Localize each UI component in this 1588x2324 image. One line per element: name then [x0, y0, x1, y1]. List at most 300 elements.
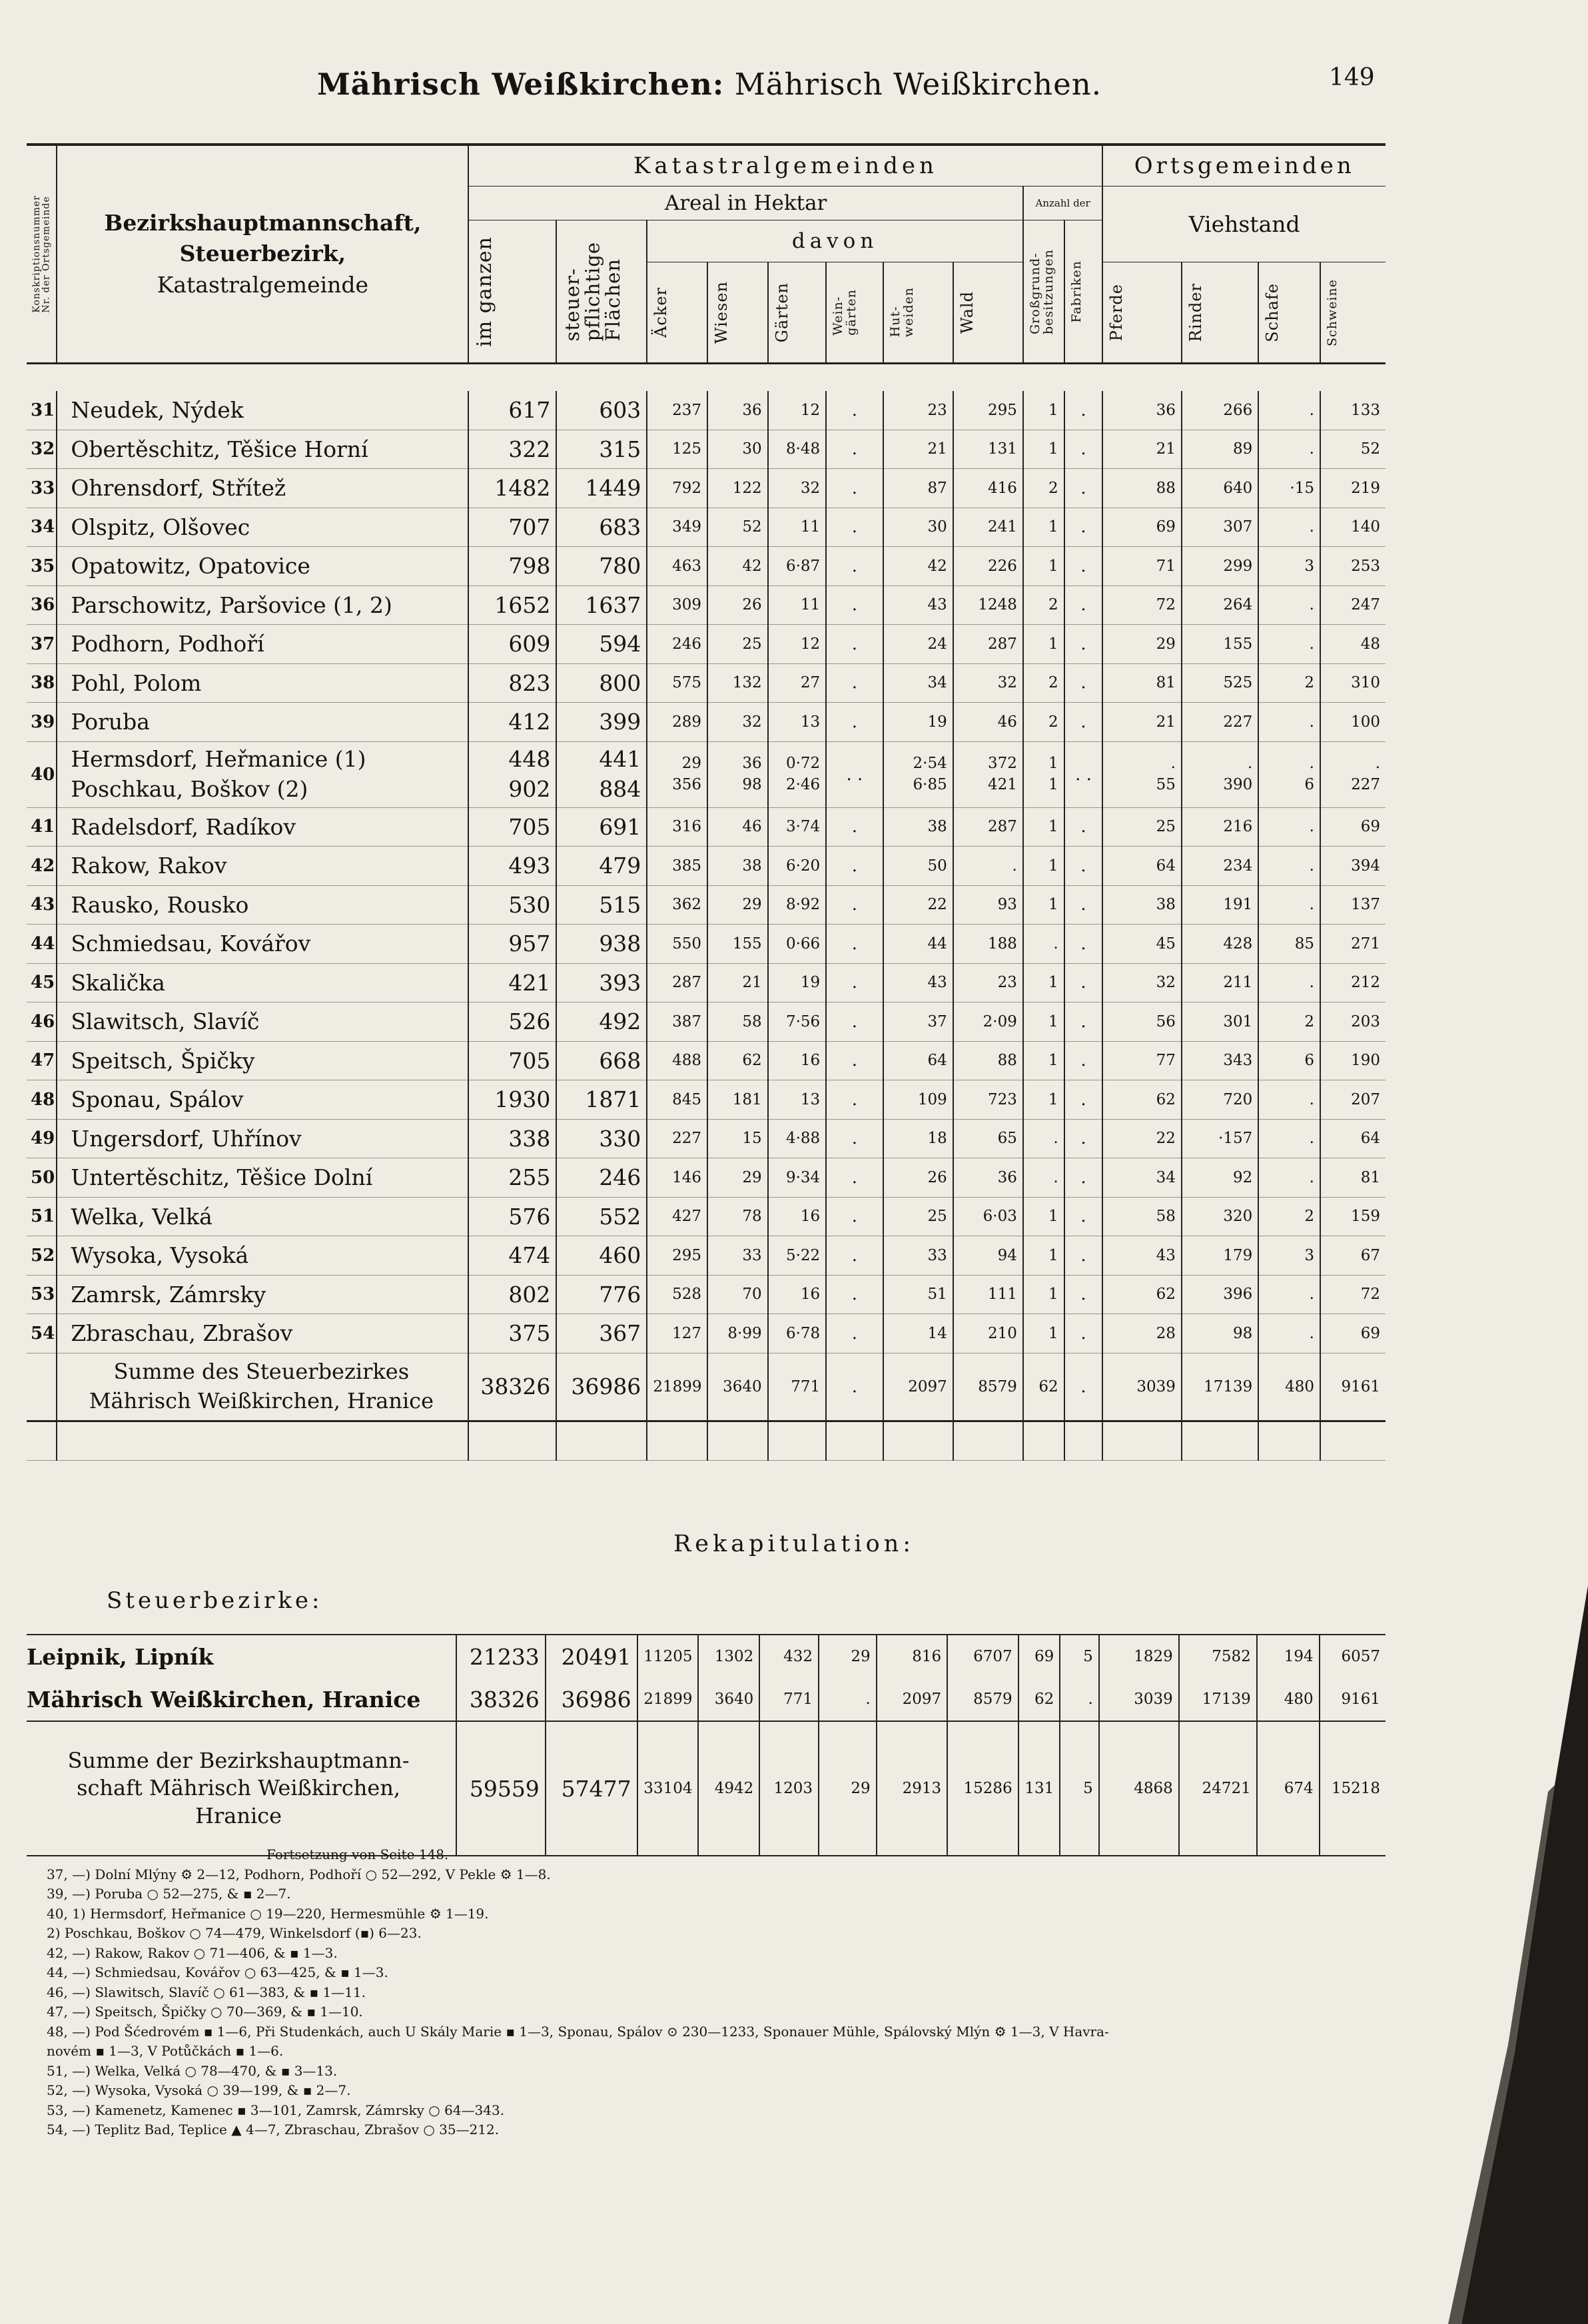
cell-wald: 111: [953, 1275, 1023, 1314]
cell-name: Zamrsk, Zámrsky: [57, 1275, 468, 1314]
cell-ganzen: 530: [468, 885, 556, 925]
cell-schafe: .: [1258, 430, 1320, 469]
cell-hut: 43: [883, 963, 953, 1002]
cell-schweine: 67: [1320, 1236, 1386, 1276]
cell-hut: 22: [883, 885, 953, 925]
cell-rinder: 301: [1182, 1002, 1258, 1042]
table-row: [27, 430, 1386, 469]
cell-ganzen: 375: [468, 1314, 556, 1354]
cell-steuer: 441 884: [556, 741, 647, 807]
cell-schweine: 190: [1320, 1041, 1386, 1080]
recap-cell-name: Leipnik, Lipník: [27, 1635, 456, 1678]
cell-aecker: 387: [647, 1002, 707, 1042]
recap-cell-fab: 5: [1060, 1635, 1098, 1678]
cell-wein: .: [826, 508, 883, 547]
cell-wiesen: 36 98: [707, 741, 768, 807]
cell-wiesen: 26: [707, 585, 768, 625]
cell-gross: 1 1: [1023, 741, 1064, 807]
recap-subtitle: Steuerbezirke:: [107, 1587, 323, 1614]
cell-gross: 1: [1023, 807, 1064, 847]
cell-nr: 37: [27, 625, 57, 664]
cell-wiesen: 33: [707, 1236, 768, 1276]
cell-gaerten: 8·48: [768, 430, 827, 469]
cell-rinder: . 390: [1182, 741, 1258, 807]
viehstand-header: Viehstand: [1102, 187, 1386, 262]
cell-hut: 23: [883, 391, 953, 430]
cell-nr: 31: [27, 391, 57, 430]
cell-schweine: 212: [1320, 963, 1386, 1002]
katastral-header: Katastralgemeinden: [468, 145, 1102, 187]
summe-gaerten: 771: [768, 1353, 827, 1421]
cell-rinder: 211: [1182, 963, 1258, 1002]
cell-gross: 2: [1023, 663, 1064, 703]
cell-nr: 34: [27, 508, 57, 547]
cell-rinder: 525: [1182, 663, 1258, 703]
cell-fab: .: [1064, 963, 1103, 1002]
cell-hut: 44: [883, 925, 953, 964]
page-title: [0, 67, 1419, 102]
cell-nr: 35: [27, 547, 57, 586]
table-row: [27, 1197, 1386, 1236]
cell-fab: .: [1064, 1158, 1103, 1198]
cell-aecker: 125: [647, 430, 707, 469]
recap-title: Rekapitulation:: [673, 1531, 915, 1557]
cell-gaerten: 7·56: [768, 1002, 827, 1042]
cell-wein: .: [826, 1314, 883, 1354]
footnote-line: 51, —) Welka, Velká ○ 78—470, & ▪ 3—13.: [47, 2062, 338, 2079]
cell-schweine: 64: [1320, 1119, 1386, 1158]
cell-nr: 46: [27, 1002, 57, 1042]
cell-wiesen: 38: [707, 847, 768, 886]
cell-gross: 1: [1023, 963, 1064, 1002]
footnote-line: 54, —) Teplitz Bad, Teplice ▲ 4—7, Zbraschau, Zbrašov ○ 35—212.: [47, 2122, 500, 2137]
cell-pferde: 71: [1102, 547, 1181, 586]
cell-rinder: 155: [1182, 625, 1258, 664]
col-gross-header: Großgrund- besitzungen: [1023, 220, 1064, 364]
cell-gross: 2: [1023, 469, 1064, 508]
cell-nr: 36: [27, 585, 57, 625]
cell-hut: 25: [883, 1197, 953, 1236]
cell-ganzen: 474: [468, 1236, 556, 1276]
cell-rinder: 92: [1182, 1158, 1258, 1198]
cell-name: Zbraschau, Zbrašov: [57, 1314, 468, 1354]
cell-schafe: .: [1258, 1119, 1320, 1158]
cell-gaerten: 16: [768, 1041, 827, 1080]
cell-wiesen: 70: [707, 1275, 768, 1314]
cell-pferde: 43: [1102, 1236, 1181, 1276]
cell-wald: 6·03: [953, 1197, 1023, 1236]
cell-steuer: 938: [556, 925, 647, 964]
recap-table: [27, 1595, 1386, 1856]
cell-nr: 47: [27, 1041, 57, 1080]
cell-ganzen: 526: [468, 1002, 556, 1042]
cell-gaerten: 8·92: [768, 885, 827, 925]
cell-wald: 723: [953, 1080, 1023, 1120]
cell-wald: 416: [953, 469, 1023, 508]
cell-fab: .: [1064, 1275, 1103, 1314]
cell-schweine: 69: [1320, 1314, 1386, 1354]
cell-ganzen: 1482: [468, 469, 556, 508]
recap-cell-hut: 2097: [877, 1678, 947, 1721]
cell-hut: 50: [883, 847, 953, 886]
cell-wiesen: 36: [707, 391, 768, 430]
cell-fab: .: [1064, 925, 1103, 964]
cell-hut: 19: [883, 703, 953, 742]
title-district: Mährisch Weißkirchen:: [316, 67, 725, 102]
cell-steuer: 780: [556, 547, 647, 586]
cell-gaerten: 0·66: [768, 925, 827, 964]
cell-name: Olspitz, Olšovec: [57, 508, 468, 547]
cell-pferde: 36: [1102, 391, 1181, 430]
cell-wiesen: 30: [707, 430, 768, 469]
cell-gaerten: 6·87: [768, 547, 827, 586]
table-row: [27, 1002, 1386, 1042]
cell-schafe: .: [1258, 847, 1320, 886]
cell-fab: .: [1064, 508, 1103, 547]
cell-rinder: 191: [1182, 885, 1258, 925]
cell-nr: 39: [27, 703, 57, 742]
cell-steuer: 683: [556, 508, 647, 547]
cell-hut: 2·54 6·85: [883, 741, 953, 807]
cell-aecker: 385: [647, 847, 707, 886]
cell-fab: .: [1064, 1080, 1103, 1120]
cell-nr: 49: [27, 1119, 57, 1158]
cell-wald: 188: [953, 925, 1023, 964]
table-row: [27, 1041, 1386, 1080]
cell-gaerten: 11: [768, 585, 827, 625]
recap-cell-fab: .: [1060, 1678, 1098, 1721]
cell-aecker: 845: [647, 1080, 707, 1120]
cell-fab: .: [1064, 1002, 1103, 1042]
cell-ganzen: 338: [468, 1119, 556, 1158]
cell-wald: 46: [953, 703, 1023, 742]
cell-gaerten: 16: [768, 1197, 827, 1236]
cell-wald: 2·09: [953, 1002, 1023, 1042]
cell-aecker: 316: [647, 807, 707, 847]
table-row: [27, 847, 1386, 886]
cell-steuer: 1871: [556, 1080, 647, 1120]
cell-wein: .: [826, 663, 883, 703]
header-gap: [27, 364, 1386, 392]
col-fab-header: Fabriken: [1064, 220, 1103, 364]
cell-wald: 94: [953, 1236, 1023, 1276]
cell-wald: .: [953, 847, 1023, 886]
cell-schweine: 159: [1320, 1197, 1386, 1236]
cell-steuer: 399: [556, 703, 647, 742]
cell-aecker: 528: [647, 1275, 707, 1314]
cell-schafe: 85: [1258, 925, 1320, 964]
cell-schweine: 203: [1320, 1002, 1386, 1042]
cell-pferde: 58: [1102, 1197, 1181, 1236]
col-schafe-header: Schafe: [1258, 262, 1320, 364]
recap-cell-pferde: 1829: [1099, 1635, 1179, 1678]
cell-name: Poruba: [57, 703, 468, 742]
summe-steuer: 36986: [556, 1353, 647, 1421]
cell-schweine: 219: [1320, 469, 1386, 508]
cell-schweine: 100: [1320, 703, 1386, 742]
cell-name: Untertěschitz, Těšice Dolní: [57, 1158, 468, 1198]
footnote-line: 2) Poschkau, Boškov ○ 74—479, Winkelsdorf (▪) 6—23.: [47, 1925, 422, 1941]
summe-wein: .: [826, 1353, 883, 1421]
summe-gross: 62: [1023, 1353, 1064, 1421]
cell-fab: .: [1064, 703, 1103, 742]
cell-rinder: ·157: [1182, 1119, 1258, 1158]
cell-wiesen: 25: [707, 625, 768, 664]
cell-fab: .: [1064, 1197, 1103, 1236]
cell-pferde: 21: [1102, 430, 1181, 469]
cell-wein: .: [826, 807, 883, 847]
col-gaerten-header: Gärten: [768, 262, 827, 364]
recap-cell-pferde: 3039: [1099, 1678, 1179, 1721]
cell-schafe: 2: [1258, 663, 1320, 703]
cell-gross: 1: [1023, 1275, 1064, 1314]
cell-gross: 1: [1023, 885, 1064, 925]
page-edge-shadow: [1435, 1585, 1588, 2324]
recap-cell-steuer: 36986: [546, 1678, 637, 1721]
cell-gross: 2: [1023, 585, 1064, 625]
cell-wein: .: [826, 585, 883, 625]
cell-wein: .: [826, 703, 883, 742]
cell-fab: .: [1064, 1236, 1103, 1276]
cell-fab: .: [1064, 547, 1103, 586]
cell-wein: .: [826, 391, 883, 430]
cell-wein: .: [826, 1002, 883, 1042]
cell-schweine: 137: [1320, 885, 1386, 925]
cell-wein: . .: [826, 741, 883, 807]
cell-ganzen: 798: [468, 547, 556, 586]
recap-cell-steuer: 20491: [546, 1635, 637, 1678]
cell-ganzen: 322: [468, 430, 556, 469]
col-wiesen-header: Wiesen: [707, 262, 768, 364]
cell-pferde: 72: [1102, 585, 1181, 625]
cell-schafe: . 6: [1258, 741, 1320, 807]
table-row: [27, 1314, 1386, 1354]
cell-pferde: 62: [1102, 1275, 1181, 1314]
cell-gross: 1: [1023, 847, 1064, 886]
cell-hut: 51: [883, 1275, 953, 1314]
cell-gaerten: 0·72 2·46: [768, 741, 827, 807]
recap-cell-wein: .: [819, 1678, 877, 1721]
cell-pferde: . 55: [1102, 741, 1181, 807]
cell-ganzen: 705: [468, 807, 556, 847]
cell-name: Opatowitz, Opatovice: [57, 547, 468, 586]
recap-cell-wiesen: 1302: [698, 1635, 759, 1678]
cell-wiesen: 32: [707, 703, 768, 742]
cell-wald: 226: [953, 547, 1023, 586]
table-row: [27, 703, 1386, 742]
cell-pferde: 34: [1102, 1158, 1181, 1198]
cell-gross: 1: [1023, 508, 1064, 547]
cell-rinder: 320: [1182, 1197, 1258, 1236]
cell-nr: 50: [27, 1158, 57, 1198]
cell-nr: 54: [27, 1314, 57, 1354]
summe-fab: .: [1064, 1353, 1103, 1421]
cell-pferde: 28: [1102, 1314, 1181, 1354]
cell-name: Podhorn, Podhoří: [57, 625, 468, 664]
recap-cell-schweine: 6057: [1341, 1648, 1380, 1665]
cell-schafe: 2: [1258, 1197, 1320, 1236]
cell-wein: .: [826, 963, 883, 1002]
cell-steuer: 367: [556, 1314, 647, 1354]
cell-nr: 41: [27, 807, 57, 847]
cell-ganzen: 576: [468, 1197, 556, 1236]
cell-aecker: 792: [647, 469, 707, 508]
cell-ganzen: 421: [468, 963, 556, 1002]
cell-schafe: .: [1258, 625, 1320, 664]
col-aecker-header: Äcker: [647, 262, 707, 364]
cell-steuer: 552: [556, 1197, 647, 1236]
table-row: [27, 1119, 1386, 1158]
recap-cell-gaerten: 432: [759, 1635, 819, 1678]
cell-fab: .: [1064, 885, 1103, 925]
cell-ganzen: 255: [468, 1158, 556, 1198]
recap-cell-aecker: 11205: [637, 1635, 699, 1678]
summe-wald: 8579: [953, 1353, 1023, 1421]
cell-aecker: 146: [647, 1158, 707, 1198]
cell-wald: 1248: [953, 585, 1023, 625]
recap-total-aecker: 33104: [637, 1721, 699, 1856]
cell-rinder: 227: [1182, 703, 1258, 742]
cell-name: Ungersdorf, Uhřínov: [57, 1119, 468, 1158]
cell-fab: .: [1064, 391, 1103, 430]
table-row: [27, 885, 1386, 925]
cell-steuer: 668: [556, 1041, 647, 1080]
recap-total-row: [27, 1721, 1386, 1856]
cell-gross: 1: [1023, 1314, 1064, 1354]
cell-gross: 1: [1023, 547, 1064, 586]
recap-cell-gross: 69: [1018, 1635, 1060, 1678]
recap-total-schweine: 15218: [1331, 1780, 1380, 1797]
table-row: [27, 469, 1386, 508]
footnote-line: 42, —) Rakow, Rakov ○ 71—406, & ▪ 1—3.: [47, 1944, 338, 1961]
recap-total-pferde: 4868: [1099, 1721, 1179, 1856]
cell-name: Radelsdorf, Radíkov: [57, 807, 468, 847]
recap-cell-schafe: 480: [1257, 1678, 1320, 1721]
recap-total-gaerten: 1203: [759, 1721, 819, 1856]
recap-cell-aecker: 21899: [637, 1678, 699, 1721]
recap-cell-wald: 8579: [947, 1678, 1018, 1721]
cell-wald: 32: [953, 663, 1023, 703]
cell-rinder: 234: [1182, 847, 1258, 886]
cell-gross: .: [1023, 925, 1064, 964]
cell-pferde: 69: [1102, 508, 1181, 547]
cell-fab: .: [1064, 430, 1103, 469]
col-pferde-header: Pferde: [1102, 262, 1181, 364]
cell-hut: 38: [883, 807, 953, 847]
cell-hut: 34: [883, 663, 953, 703]
cell-gross: 1: [1023, 1080, 1064, 1120]
table-row: [27, 1158, 1386, 1198]
cell-wein: .: [826, 1197, 883, 1236]
cell-gross: 1: [1023, 1236, 1064, 1276]
cell-wein: .: [826, 1080, 883, 1120]
cell-schafe: ·15: [1258, 469, 1320, 508]
cell-wiesen: 29: [707, 885, 768, 925]
cell-ganzen: 609: [468, 625, 556, 664]
cell-schafe: 2: [1258, 1002, 1320, 1042]
cell-name: Sponau, Spálov: [57, 1080, 468, 1120]
anzahl-header: Anzahl der: [1023, 187, 1103, 220]
footnote-line: 46, —) Slawitsch, Slavíč ○ 61—383, & ▪ 1—11.: [47, 1984, 366, 2000]
cell-aecker: 575: [647, 663, 707, 703]
footnote-line: 47, —) Speitsch, Špičky ○ 70—369, & ▪ 1—10.: [47, 2004, 363, 2020]
cell-ganzen: 412: [468, 703, 556, 742]
col-rinder-header: Rinder: [1182, 262, 1258, 364]
cell-name: Rakow, Rakov: [57, 847, 468, 886]
recap-total-fab: 5: [1060, 1721, 1098, 1856]
cell-name: Parschowitz, Paršovice (1, 2): [57, 585, 468, 625]
cell-aecker: 362: [647, 885, 707, 925]
recap-total-label: Summe der Bezirkshauptmann- schaft Mährisch Weißkirchen, Hranice: [27, 1721, 456, 1856]
cell-pferde: 77: [1102, 1041, 1181, 1080]
cell-schafe: 3: [1258, 1236, 1320, 1276]
cell-aecker: 295: [647, 1236, 707, 1276]
cell-name: Ohrensdorf, Střítež: [57, 469, 468, 508]
cell-schafe: .: [1258, 1158, 1320, 1198]
cell-wein: .: [826, 625, 883, 664]
cell-gross: .: [1023, 1119, 1064, 1158]
cell-fab: .: [1064, 1314, 1103, 1354]
cell-nr: 43: [27, 885, 57, 925]
recap-cell-rinder: 17139: [1179, 1678, 1257, 1721]
cell-steuer: 460: [556, 1236, 647, 1276]
col-steuer-header: steuer- pflichtige Flächen: [556, 220, 647, 364]
cell-rinder: 216: [1182, 807, 1258, 847]
cell-wiesen: 155: [707, 925, 768, 964]
cell-hut: 30: [883, 508, 953, 547]
recap-total-gross: 131: [1018, 1721, 1060, 1856]
footnote-line: 48, —) Pod Šćedrovém ▪ 1—6, Při Studenkách, auch U Skály Marie ▪ 1—3, Sponau, Spálov ⊙ 230—1233, Sponauer Mühle, Spálovský Mlýn ⚙ 1—3, V Havra-: [47, 2023, 1109, 2040]
cell-ganzen: 1930: [468, 1080, 556, 1120]
recap-cell-rinder: 7582: [1179, 1635, 1257, 1678]
recap-row: [27, 1678, 1386, 1721]
cell-nr: 40: [27, 741, 57, 807]
cell-wein: .: [826, 1275, 883, 1314]
cell-steuer: 330: [556, 1119, 647, 1158]
cell-ganzen: 802: [468, 1275, 556, 1314]
table-row: [27, 1080, 1386, 1120]
col-wald-header: Wald: [953, 262, 1023, 364]
cell-pferde: 21: [1102, 703, 1181, 742]
summe-wiesen: 3640: [707, 1353, 768, 1421]
cell-nr: 33: [27, 469, 57, 508]
cell-ganzen: 448 902: [468, 741, 556, 807]
recap-cell-wiesen: 3640: [698, 1678, 759, 1721]
cell-gaerten: 27: [768, 663, 827, 703]
cell-gaerten: 32: [768, 469, 827, 508]
cell-wein: .: [826, 469, 883, 508]
summe-ganzen: 38326: [468, 1353, 556, 1421]
col-ganzen-header: im ganzen: [468, 220, 556, 364]
cell-name: Hermsdorf, Heřmanice (1) Poschkau, Boškov (2): [57, 741, 468, 807]
cell-wald: 23: [953, 963, 1023, 1002]
cell-rinder: 264: [1182, 585, 1258, 625]
cell-schafe: .: [1258, 1080, 1320, 1120]
cell-wald: 93: [953, 885, 1023, 925]
cell-fab: .: [1064, 625, 1103, 664]
cell-schafe: 6: [1258, 1041, 1320, 1080]
recap-total-wiesen: 4942: [698, 1721, 759, 1856]
cell-wald: 210: [953, 1314, 1023, 1354]
cell-schweine: 207: [1320, 1080, 1386, 1120]
cell-wein: .: [826, 430, 883, 469]
cell-wein: .: [826, 547, 883, 586]
cell-schweine: 140: [1320, 508, 1386, 547]
cell-gaerten: 19: [768, 963, 827, 1002]
cell-wiesen: 122: [707, 469, 768, 508]
cell-wald: 241: [953, 508, 1023, 547]
cell-aecker: 289: [647, 703, 707, 742]
